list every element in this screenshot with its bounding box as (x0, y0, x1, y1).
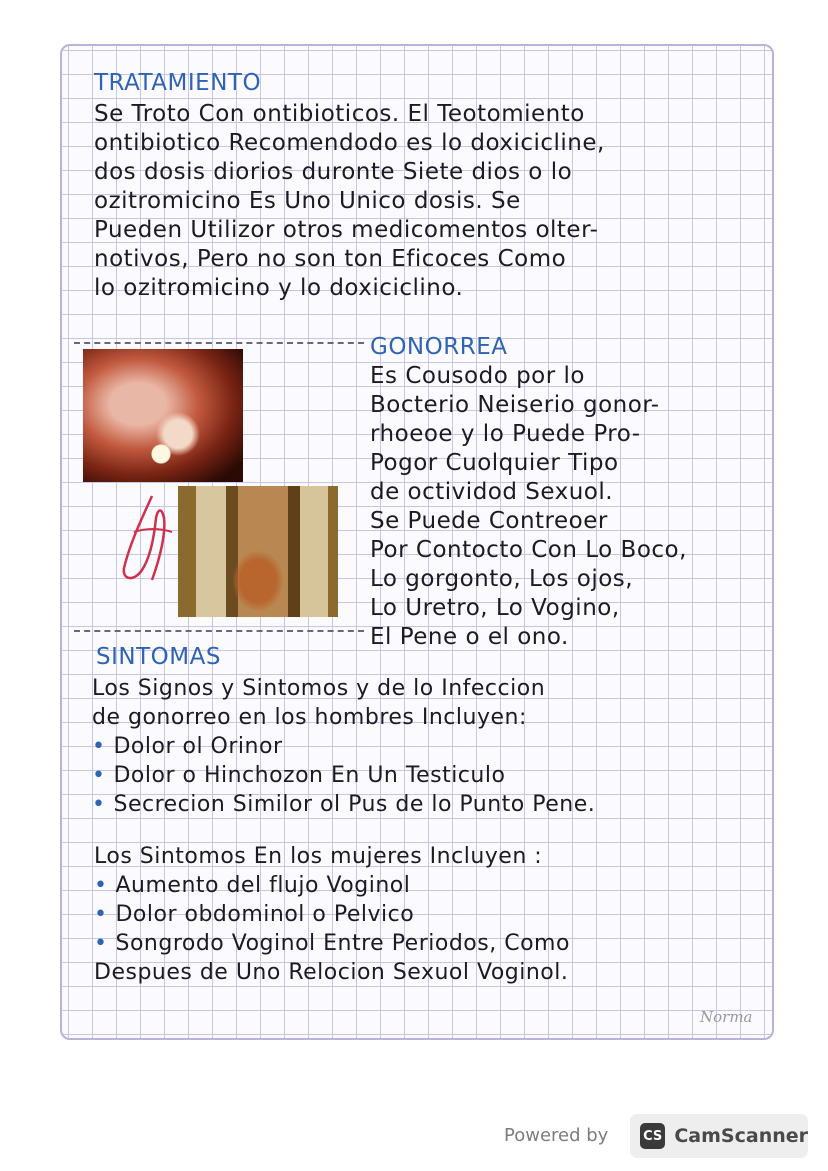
text-line: Por Contocto Con Lo Boco, (370, 537, 687, 563)
notebook-brand: Norma (700, 1008, 753, 1026)
text-line: de gonorreo en los hombres Incluyen: (92, 705, 527, 730)
text-line: Bocterio Neiserio gonor- (370, 392, 660, 418)
bullet-icon: • (92, 763, 106, 788)
text-line: Es Cousodo por lo (370, 363, 585, 389)
list-item: • Aumento del flujo Voginol (94, 873, 411, 898)
text-line: Despues de Uno Relocion Sexuol Voginol. (94, 960, 569, 985)
bullet-icon: • (94, 931, 108, 956)
text-line: dos dosis diorios duronte Siete dios o lo (94, 159, 573, 185)
text-line: ozitromicino Es Uno Unico dosis. Se (94, 188, 521, 214)
text-line: Se Troto Con ontibioticos. El Teotomiento (94, 101, 585, 127)
text-line: Los Signos y Sintomos y de lo Infeccion (92, 676, 546, 701)
text-line: Los Sintomos En los mujeres Incluyen : (94, 844, 543, 869)
heading-sintomas: SINTOMAS (96, 644, 221, 670)
divider-top (74, 342, 364, 344)
signature-mark (112, 488, 182, 588)
bullet-icon: • (94, 873, 108, 898)
heading-gonorrea: GONORREA (370, 334, 508, 360)
text-line: Pogor Cuolquier Tipo (370, 450, 619, 476)
text-line: de octividod Sexuol. (370, 479, 614, 505)
text-line: Lo Uretro, Lo Vogino, (370, 595, 620, 621)
camscanner-name: CamScanner (674, 1125, 808, 1147)
list-item: • Dolor obdominol o Pelvico (94, 902, 415, 927)
tratamiento-text (94, 100, 605, 303)
clinical-photo-1 (83, 349, 243, 482)
text-line: notivos, Pero no son ton Eficoces Como (94, 246, 567, 272)
list-item: • Songrodo Voginol Entre Periodos, Como (94, 931, 570, 956)
list-item: • Dolor o Hinchozon En Un Testiculo (92, 763, 506, 788)
list-item: • Dolor ol Orinor (92, 734, 283, 759)
text-line: rhoeoe y lo Puede Pro- (370, 421, 641, 447)
text-line: Pueden Utilizor otros medicomentos olter- (94, 217, 599, 243)
list-item: • Secrecion Similor ol Pus de lo Punto Pene. (92, 792, 596, 817)
bullet-icon: • (92, 792, 106, 817)
text-line: ontibiotico Recomendodo es lo doxicicline, (94, 130, 605, 156)
bullet-icon: • (92, 734, 106, 759)
gonorrea-text (370, 362, 687, 652)
divider-bottom (74, 630, 364, 632)
sintomas-text (92, 674, 595, 819)
text-line: Lo gorgonto, Los ojos, (370, 566, 634, 592)
camscanner-logo-icon: CS (640, 1123, 665, 1149)
sintomas-women-text (94, 842, 570, 987)
text-line: Se Puede Contreoer (370, 508, 608, 534)
heading-tratamiento: TRATAMIENTO (94, 70, 262, 96)
text-line: El Pene o el ono. (370, 624, 569, 650)
clinical-photo-2 (178, 486, 338, 617)
powered-by-label: Powered by (504, 1125, 609, 1146)
camscanner-badge (630, 1114, 808, 1158)
text-line: lo ozitromicino y lo doxiciclino. (94, 275, 464, 301)
bullet-icon: • (94, 902, 108, 927)
